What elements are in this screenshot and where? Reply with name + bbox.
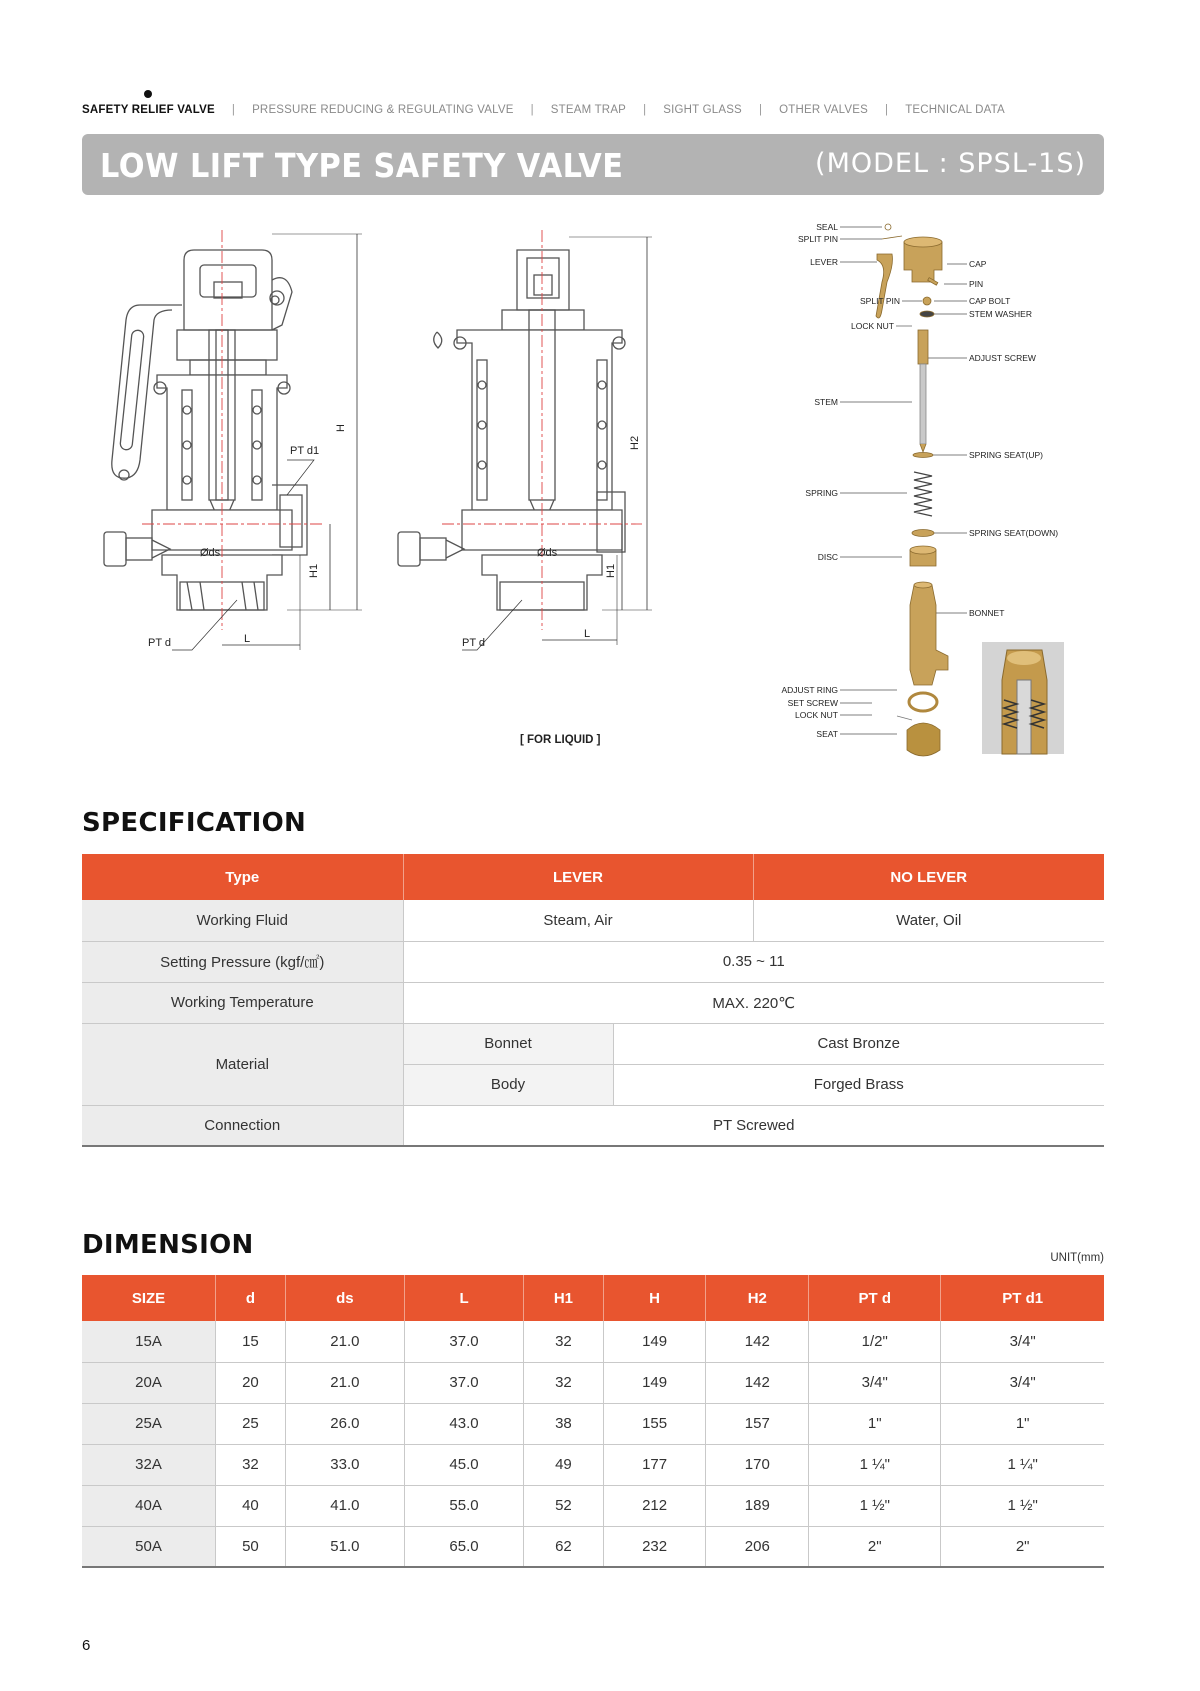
dim-label-h: H <box>335 424 347 432</box>
nav-steam-trap[interactable]: STEAM TRAP <box>550 104 627 116</box>
dimension-cell: 43.0 <box>404 1403 523 1444</box>
dimension-cell: 2" <box>941 1526 1104 1567</box>
dimension-cell: 177 <box>603 1444 706 1485</box>
dimension-cell: 206 <box>706 1526 809 1567</box>
nav-separator: | <box>530 104 534 116</box>
dimension-cell: 15 <box>216 1321 286 1362</box>
dimension-cell: 25 <box>216 1403 286 1444</box>
spec-value-lever: Steam, Air <box>403 900 753 941</box>
dimension-header-cell: L <box>404 1275 523 1321</box>
dimension-cell: 55.0 <box>404 1485 523 1526</box>
nav-technical-data[interactable]: TECHNICAL DATA <box>905 104 1005 116</box>
dimension-cell: 3/4" <box>809 1362 941 1403</box>
nav-other-valves[interactable]: OTHER VALVES <box>779 104 869 116</box>
part-label-pin: PIN <box>969 279 984 289</box>
dimension-cell: 38 <box>524 1403 604 1444</box>
nav-separator: | <box>885 104 889 116</box>
specification-heading: SPECIFICATION <box>82 808 307 838</box>
spec-label: Material <box>82 1023 403 1105</box>
dimension-header-cell: PT d1 <box>941 1275 1104 1321</box>
dimension-cell: 3/4" <box>941 1321 1104 1362</box>
dimension-cell: 41.0 <box>285 1485 404 1526</box>
spec-value: Forged Brass <box>613 1064 1104 1105</box>
dimension-cell: 149 <box>603 1362 706 1403</box>
part-label-seat: SEAT <box>816 729 838 739</box>
spec-row-material-bonnet <box>82 1023 1104 1064</box>
nav-separator: | <box>231 104 236 116</box>
part-label-bonnet: BONNET <box>969 608 1005 618</box>
dimension-cell: 32 <box>216 1444 286 1485</box>
dimension-cell: 142 <box>706 1362 809 1403</box>
active-indicator-dot <box>144 90 152 98</box>
exploded-parts-view <box>781 222 1064 756</box>
dimension-cell: 189 <box>706 1485 809 1526</box>
spec-value: PT Screwed <box>403 1105 1104 1146</box>
table-row <box>82 1321 1104 1362</box>
valve-drawing-lever <box>104 230 362 650</box>
part-label-adjust-ring: ADJUST RING <box>781 685 838 695</box>
spec-value-no-lever: Water, Oil <box>753 900 1104 941</box>
label-pt-d-liquid: PT d <box>462 637 486 649</box>
dimension-cell: 3/4" <box>941 1362 1104 1403</box>
dimension-cell: 21.0 <box>285 1362 404 1403</box>
unit-label: UNIT(mm) <box>1050 1252 1104 1264</box>
size-cell: 40A <box>82 1485 216 1526</box>
spec-header-no-lever: NO LEVER <box>753 854 1104 900</box>
dimension-cell: 212 <box>603 1485 706 1526</box>
nav-pressure-reducing[interactable]: PRESSURE REDUCING & REGULATING VALVE <box>252 104 514 116</box>
dimension-cell: 1 ½" <box>941 1485 1104 1526</box>
spec-row-working-temperature <box>82 982 1104 1023</box>
dimension-cell: 32 <box>524 1362 604 1403</box>
spec-value: Cast Bronze <box>613 1023 1104 1064</box>
dimension-cell: 26.0 <box>285 1403 404 1444</box>
dimension-cell: 62 <box>524 1526 604 1567</box>
dimension-heading: DIMENSION <box>82 1230 254 1260</box>
model-number: (MODEL : SPSL-1S) <box>815 148 1086 179</box>
part-label-spring: SPRING <box>805 488 838 498</box>
dimension-cell: 1" <box>941 1403 1104 1444</box>
title-banner <box>82 134 1104 195</box>
top-navigation <box>82 104 1005 116</box>
nav-safety-relief-valve[interactable]: SAFETY RELIEF VALVE <box>82 104 215 116</box>
page-number: 6 <box>82 1637 91 1654</box>
dimension-cell: 51.0 <box>285 1526 404 1567</box>
dim-label-h1-liquid: H1 <box>605 563 617 578</box>
dim-label-h2: H2 <box>629 435 641 450</box>
part-label-set-screw: SET SCREW <box>787 698 838 708</box>
dimension-cell: 170 <box>706 1444 809 1485</box>
table-row <box>82 1403 1104 1444</box>
valve-drawing-liquid <box>398 230 652 650</box>
spec-row-working-fluid <box>82 900 1104 941</box>
dimension-table <box>82 1275 1104 1568</box>
label-pt-d1: PT d1 <box>290 445 320 457</box>
bonnet-cutaway-photo <box>982 642 1064 754</box>
dimension-cell: 21.0 <box>285 1321 404 1362</box>
nav-separator: | <box>643 104 647 116</box>
dimension-cell: 157 <box>706 1403 809 1444</box>
part-label-adjust-screw: ADJUST SCREW <box>969 353 1036 363</box>
spec-header-type: Type <box>82 854 403 900</box>
dimension-cell: 20 <box>216 1362 286 1403</box>
dimension-cell: 37.0 <box>404 1321 523 1362</box>
spec-label: Setting Pressure (kgf/㎠) <box>82 941 403 982</box>
table-row <box>82 1485 1104 1526</box>
spec-value: 0.35 ~ 11 <box>403 941 1104 982</box>
dimension-header-cell: SIZE <box>82 1275 216 1321</box>
size-cell: 32A <box>82 1444 216 1485</box>
dim-label-l: L <box>244 633 251 645</box>
part-label-split-pin-2: SPLIT PIN <box>860 296 900 306</box>
dimension-cell: 1 ½" <box>809 1485 941 1526</box>
dimension-header-cell: H <box>603 1275 706 1321</box>
part-label-lock-nut-2: LOCK NUT <box>795 710 838 720</box>
dimension-cell: 33.0 <box>285 1444 404 1485</box>
dim-label-l-liquid: L <box>584 628 591 640</box>
spec-sub-label: Bonnet <box>403 1023 613 1064</box>
dimension-cell: 232 <box>603 1526 706 1567</box>
page-title: LOW LIFT TYPE SAFETY VALVE <box>100 146 624 185</box>
dimension-cell: 2" <box>809 1526 941 1567</box>
table-row <box>82 1444 1104 1485</box>
part-label-cap: CAP <box>969 259 987 269</box>
spec-row-connection <box>82 1105 1104 1146</box>
table-row <box>82 1526 1104 1567</box>
dimension-header-row <box>82 1275 1104 1321</box>
label-ds: Øds <box>200 547 221 559</box>
dimension-cell: 1 ¼" <box>809 1444 941 1485</box>
size-cell: 25A <box>82 1403 216 1444</box>
part-label-split-pin: SPLIT PIN <box>798 234 838 244</box>
dimension-header-cell: ds <box>285 1275 404 1321</box>
dimension-cell: 155 <box>603 1403 706 1444</box>
dimension-cell: 50 <box>216 1526 286 1567</box>
dimension-header-cell: H2 <box>706 1275 809 1321</box>
dimension-cell: 49 <box>524 1444 604 1485</box>
label-ds-liquid: Øds <box>537 547 558 559</box>
dimension-cell: 40 <box>216 1485 286 1526</box>
part-label-cap-bolt: CAP BOLT <box>969 296 1011 306</box>
specification-table <box>82 854 1104 1147</box>
dimension-cell: 1/2" <box>809 1321 941 1362</box>
dimension-cell: 37.0 <box>404 1362 523 1403</box>
label-pt-d: PT d <box>148 637 172 649</box>
dimension-cell: 52 <box>524 1485 604 1526</box>
technical-drawings <box>82 210 1104 760</box>
part-label-stem: STEM <box>814 397 838 407</box>
size-cell: 20A <box>82 1362 216 1403</box>
part-label-lever: LEVER <box>810 257 838 267</box>
dimension-cell: 1 ¼" <box>941 1444 1104 1485</box>
dimension-header-cell: d <box>216 1275 286 1321</box>
dimension-header-cell: PT d <box>809 1275 941 1321</box>
dimension-body <box>82 1321 1104 1567</box>
spec-row-setting-pressure <box>82 941 1104 982</box>
nav-sight-glass[interactable]: SIGHT GLASS <box>663 104 742 116</box>
table-row <box>82 1362 1104 1403</box>
dim-label-h1: H1 <box>308 563 320 578</box>
size-cell: 50A <box>82 1526 216 1567</box>
dimension-cell: 149 <box>603 1321 706 1362</box>
part-label-spring-seat-down: SPRING SEAT(DOWN) <box>969 528 1059 538</box>
spec-label: Working Temperature <box>82 982 403 1023</box>
dimension-cell: 65.0 <box>404 1526 523 1567</box>
part-label-seal: SEAL <box>816 222 838 232</box>
spec-sub-label: Body <box>403 1064 613 1105</box>
spec-header-lever: LEVER <box>403 854 753 900</box>
part-label-lock-nut: LOCK NUT <box>851 321 894 331</box>
part-label-disc: DISC <box>817 552 838 562</box>
nav-separator: | <box>758 104 763 116</box>
dimension-cell: 45.0 <box>404 1444 523 1485</box>
dimension-cell: 142 <box>706 1321 809 1362</box>
spec-label: Connection <box>82 1105 403 1146</box>
dimension-cell: 32 <box>524 1321 604 1362</box>
for-liquid-caption: [ FOR LIQUID ] <box>520 734 601 746</box>
spec-value: MAX. 220℃ <box>403 982 1104 1023</box>
part-label-stem-washer: STEM WASHER <box>969 309 1032 319</box>
spec-header-row <box>82 854 1104 900</box>
dimension-header-cell: H1 <box>524 1275 604 1321</box>
part-label-spring-seat-up: SPRING SEAT(UP) <box>969 450 1043 460</box>
dimension-cell: 1" <box>809 1403 941 1444</box>
spec-label: Working Fluid <box>82 900 403 941</box>
size-cell: 15A <box>82 1321 216 1362</box>
